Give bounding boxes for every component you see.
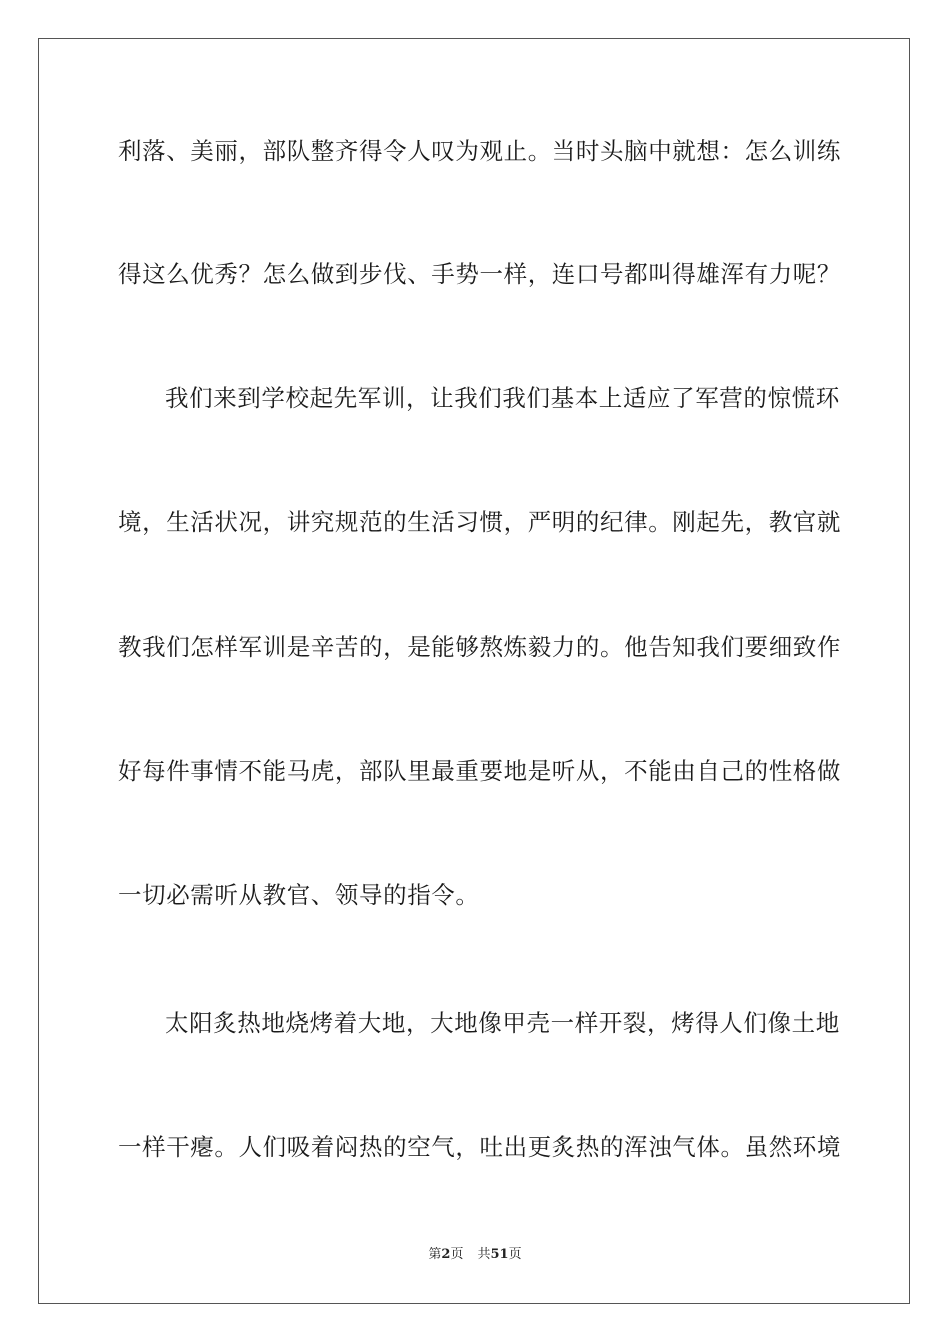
- page-number: 2: [441, 1247, 451, 1262]
- paragraph-start-line: 太阳炙热地烧烤着大地，大地像甲壳一样开裂，烤得人们像土地: [165, 1009, 840, 1037]
- total-label-prefix: 共: [477, 1247, 491, 1262]
- page-border: [38, 38, 910, 1304]
- total-label-suffix: 页: [508, 1247, 522, 1262]
- text-line: 一样干瘪。人们吸着闷热的空气，吐出更炙热的浑浊气体。虽然环境: [118, 1133, 841, 1161]
- page-footer: [0, 1247, 950, 1263]
- text-line: 教我们怎样军训是辛苦的，是能够熬炼毅力的。他告知我们要细致作: [118, 633, 841, 661]
- page-label-prefix: 第: [428, 1247, 442, 1262]
- text-line: 一切必需听从教官、领导的指令。: [118, 881, 480, 909]
- text-line: 境，生活状况，讲究规范的生活习惯，严明的纪律。刚起先，教官就: [118, 508, 841, 536]
- text-line: 好每件事情不能马虎，部队里最重要地是听从，不能由自己的性格做: [118, 757, 841, 785]
- text-line: 得这么优秀？怎么做到步伐、手势一样，连口号都叫得雄浑有力呢？: [118, 260, 841, 288]
- paragraph-start-line: 我们来到学校起先军训，让我们我们基本上适应了军营的惊慌环: [165, 384, 840, 412]
- text-line: 利落、美丽，部队整齐得令人叹为观止。当时头脑中就想：怎么训练: [118, 137, 841, 165]
- total-pages: 51: [490, 1247, 509, 1262]
- page-label-suffix: 页: [450, 1247, 464, 1262]
